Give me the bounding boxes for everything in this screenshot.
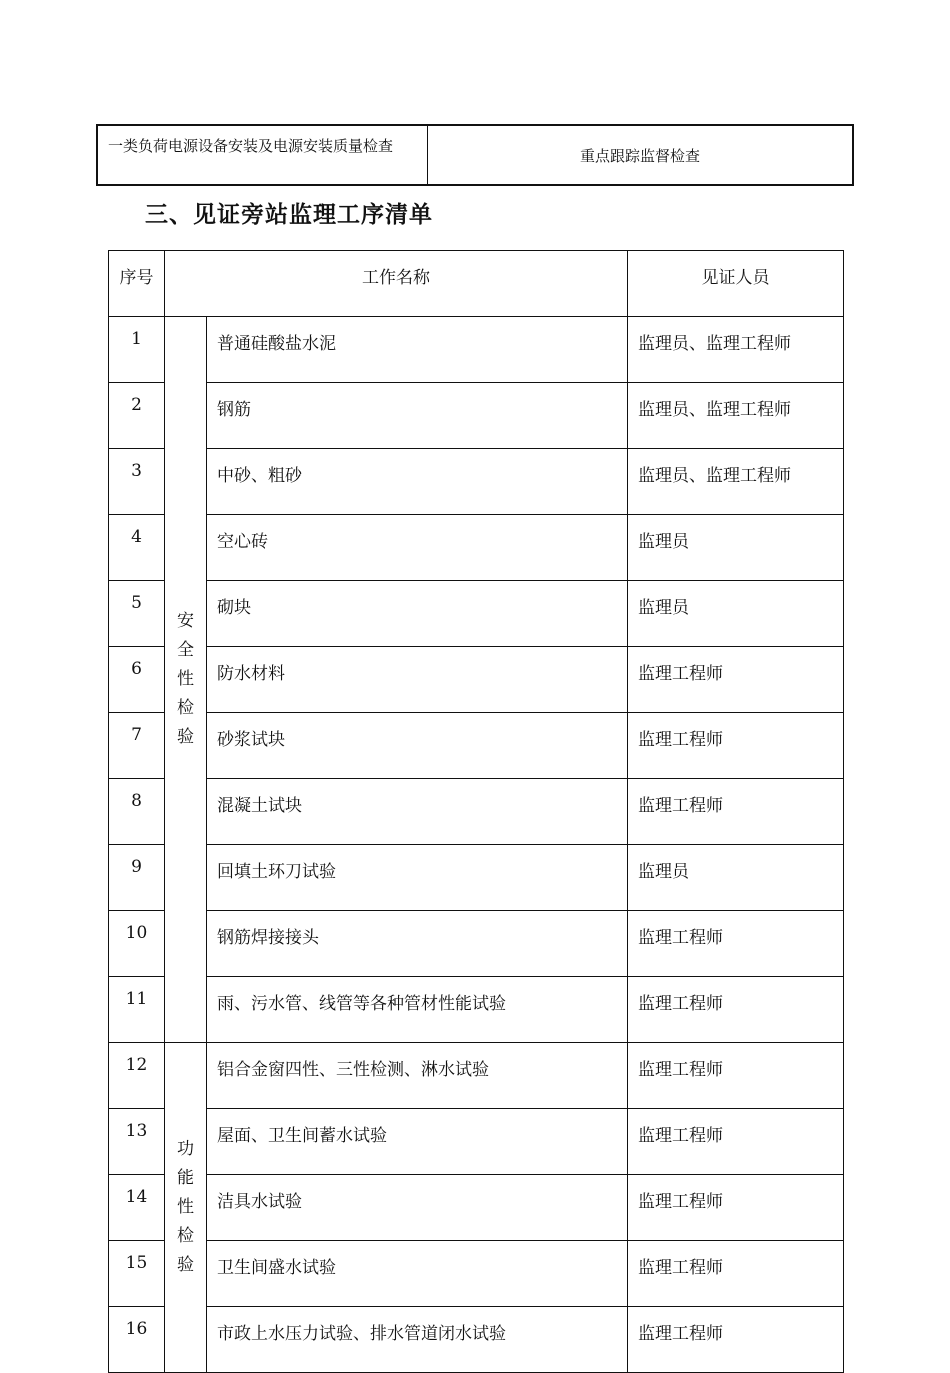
witness-personnel: 监理员、监理工程师: [628, 317, 844, 383]
row-number: 6: [109, 647, 165, 713]
row-number: 11: [109, 977, 165, 1043]
table-row: [109, 845, 844, 911]
table-row: [109, 449, 844, 515]
top-table-item-cell: 一类负荷电源设备安装及电源安装质量检查: [98, 126, 428, 184]
table-header-row: [109, 251, 844, 317]
witness-personnel: 监理工程师: [628, 1109, 844, 1175]
work-name: 市政上水压力试验、排水管道闭水试验: [207, 1307, 628, 1373]
witness-personnel: 监理员: [628, 581, 844, 647]
work-name: 铝合金窗四性、三性检测、淋水试验: [207, 1043, 628, 1109]
row-number: 1: [109, 317, 165, 383]
row-number: 10: [109, 911, 165, 977]
work-name: 卫生间盛水试验: [207, 1241, 628, 1307]
row-number: 9: [109, 845, 165, 911]
work-name: 砌块: [207, 581, 628, 647]
row-number: 12: [109, 1043, 165, 1109]
work-name: 回填土环刀试验: [207, 845, 628, 911]
row-number: 14: [109, 1175, 165, 1241]
table-row: [109, 383, 844, 449]
table-row: [109, 911, 844, 977]
witness-personnel: 监理工程师: [628, 1241, 844, 1307]
group-label: 功能性检验: [177, 1139, 194, 1275]
witness-personnel: 监理工程师: [628, 1175, 844, 1241]
table-row: [109, 647, 844, 713]
table-row: [109, 1043, 844, 1109]
witness-personnel: 监理员: [628, 845, 844, 911]
witness-personnel: 监理员、监理工程师: [628, 383, 844, 449]
work-name: 空心砖: [207, 515, 628, 581]
table-row: [109, 1307, 844, 1373]
witness-personnel: 监理工程师: [628, 911, 844, 977]
witness-process-table: [108, 250, 844, 1373]
table-row: [109, 1109, 844, 1175]
row-number: 13: [109, 1109, 165, 1175]
witness-personnel: 监理工程师: [628, 713, 844, 779]
row-number: 8: [109, 779, 165, 845]
work-name: 洁具水试验: [207, 1175, 628, 1241]
witness-personnel: 监理工程师: [628, 1043, 844, 1109]
row-number: 7: [109, 713, 165, 779]
row-number: 4: [109, 515, 165, 581]
work-name: 屋面、卫生间蓄水试验: [207, 1109, 628, 1175]
work-name: 混凝土试块: [207, 779, 628, 845]
table-row: [109, 515, 844, 581]
work-name: 中砂、粗砂: [207, 449, 628, 515]
group-label: 安全性检验: [177, 611, 194, 747]
witness-personnel: 监理工程师: [628, 779, 844, 845]
row-number: 15: [109, 1241, 165, 1307]
table-row: [109, 1175, 844, 1241]
section-title: 三、见证旁站监理工序清单: [145, 202, 433, 228]
header-witness: 见证人员: [628, 251, 844, 317]
work-name: 雨、污水管、线管等各种管材性能试验: [207, 977, 628, 1043]
work-name: 防水材料: [207, 647, 628, 713]
table-row: [109, 317, 844, 383]
witness-personnel: 监理工程师: [628, 647, 844, 713]
row-number: 2: [109, 383, 165, 449]
witness-personnel: 监理工程师: [628, 1307, 844, 1373]
witness-personnel: 监理员、监理工程师: [628, 449, 844, 515]
group-label-cell: [165, 1043, 207, 1373]
witness-personnel: 监理员: [628, 515, 844, 581]
table-row: [109, 977, 844, 1043]
row-number: 5: [109, 581, 165, 647]
table-row: [109, 779, 844, 845]
top-table-method-cell: 重点跟踪监督检查: [579, 146, 700, 165]
header-name: 工作名称: [165, 251, 628, 317]
previous-table-fragment: [96, 124, 854, 186]
row-number: 16: [109, 1307, 165, 1373]
work-name: 普通硅酸盐水泥: [207, 317, 628, 383]
work-name: 钢筋焊接接头: [207, 911, 628, 977]
row-number: 3: [109, 449, 165, 515]
table-row: [109, 1241, 844, 1307]
work-name: 钢筋: [207, 383, 628, 449]
group-label-cell: [165, 317, 207, 1043]
header-no: 序号: [109, 251, 165, 317]
work-name: 砂浆试块: [207, 713, 628, 779]
table-row: [109, 713, 844, 779]
table-row: [109, 581, 844, 647]
witness-personnel: 监理工程师: [628, 977, 844, 1043]
